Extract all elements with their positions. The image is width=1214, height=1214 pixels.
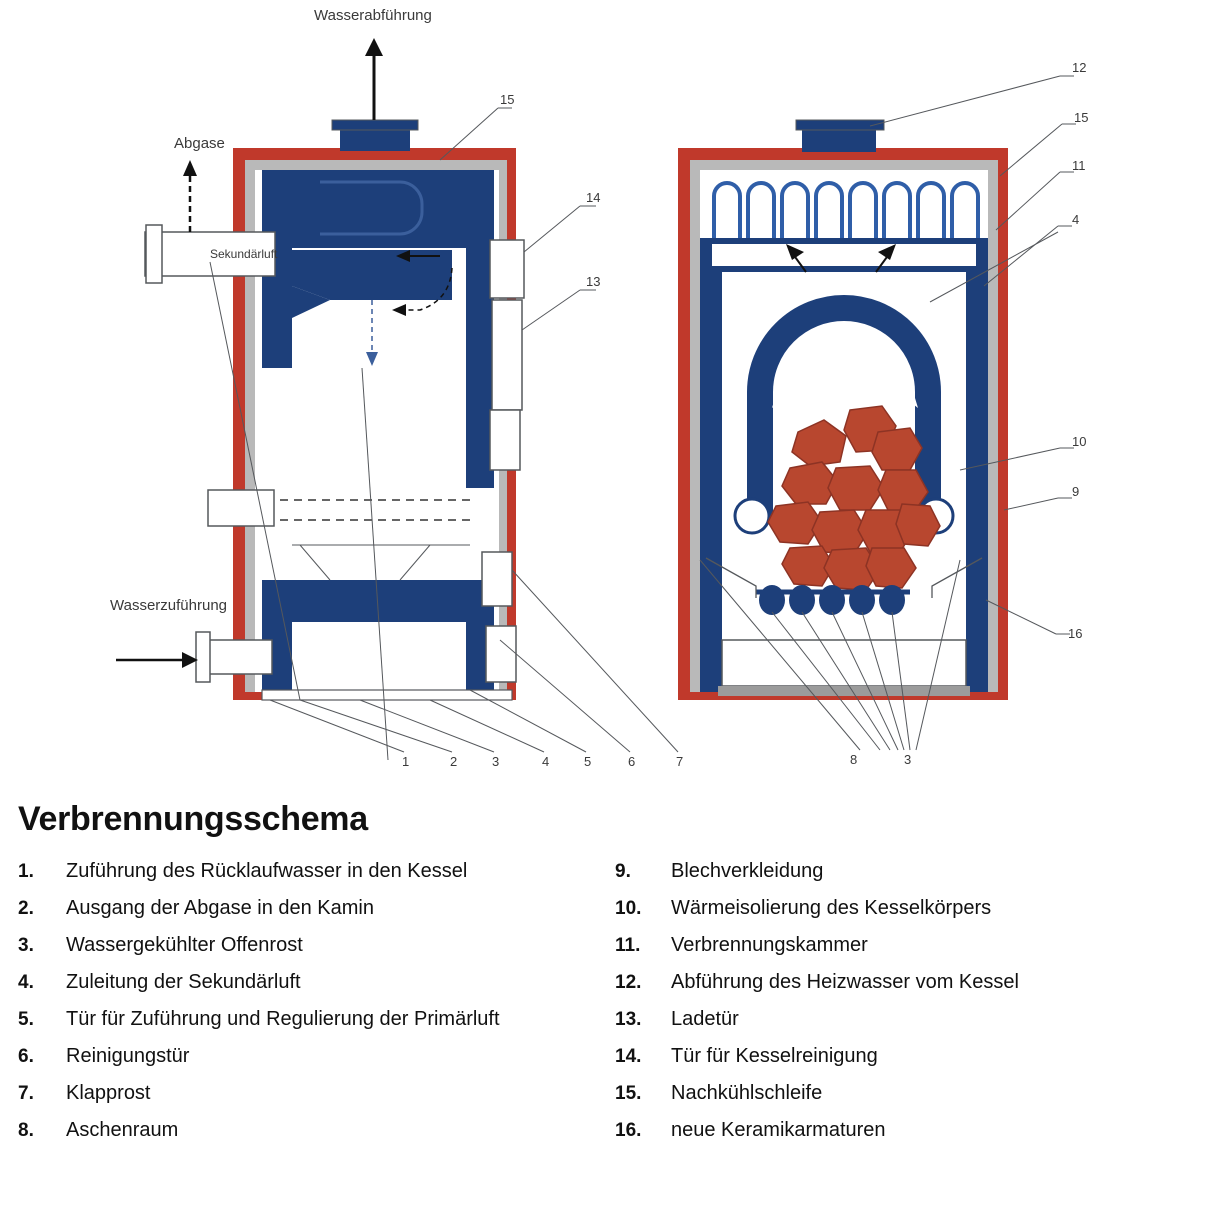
water-outlet-arrow-head [365, 38, 383, 56]
callout-right-8: 8 [850, 752, 858, 767]
callout-right-15: 15 [1074, 110, 1089, 125]
flue-gas-arrow-head [183, 160, 197, 176]
callout-left-13: 13 [586, 274, 601, 289]
legend-label: Tür für Zuführung und Regulierung der Primärluft [66, 1008, 500, 1030]
top-flue-stub-right [802, 128, 876, 152]
legend-item [18, 1118, 607, 1142]
legend-item [18, 970, 607, 994]
legend-column-left [0, 859, 607, 1155]
legend-label: neue Keramikarmaturen [671, 1119, 886, 1141]
legend [0, 800, 1214, 1155]
legend-item [18, 1044, 607, 1068]
legend-label: Reinigungstür [66, 1045, 190, 1067]
legend-label: Klapprost [66, 1082, 151, 1104]
left-side-view [110, 7, 683, 769]
water-inlet-label: Wasserzuführung [110, 597, 227, 614]
legend-number: 5. [18, 1009, 34, 1030]
legend-item [615, 1081, 1214, 1105]
legend-item [18, 1081, 607, 1105]
deflector-wedge [292, 250, 452, 300]
loading-door-13 [492, 300, 522, 410]
secondary-air-annotation: Sekundärluft [210, 247, 278, 261]
callout-right-16: 16 [1068, 626, 1083, 641]
legend-title: Verbrennungsschema [18, 800, 368, 838]
arch-roller-left [735, 499, 769, 533]
legend-number: 9. [615, 861, 631, 882]
legend-number: 2. [18, 898, 34, 919]
callout-left-7: 7 [676, 754, 684, 769]
legend-label: Aschenraum [66, 1119, 179, 1141]
legend-label: Nachkühlschleife [671, 1082, 823, 1104]
legend-number: 11. [615, 935, 641, 956]
legend-item [615, 896, 1214, 920]
right-door-lower [482, 552, 512, 606]
legend-number: 3. [18, 935, 34, 956]
callout-left-2: 2 [450, 754, 458, 769]
legend-label: Verbrennungskammer [671, 934, 868, 956]
legend-label: Abführung des Heizwasser vom Kessel [671, 971, 1019, 993]
legend-item [615, 1044, 1214, 1068]
legend-label: Wärmeisolierung des Kesselkörpers [671, 897, 992, 919]
callout-right-10: 10 [1072, 434, 1087, 449]
callout-left-4: 4 [542, 754, 550, 769]
ash-door [486, 626, 516, 682]
left-mid-door [208, 490, 274, 526]
legend-item [18, 933, 607, 957]
header-band-inner [712, 244, 976, 266]
callout-left-1: 1 [402, 754, 410, 769]
legend-label: Ladetür [671, 1008, 739, 1030]
legend-number: 16. [615, 1120, 642, 1141]
flue-gas-flange [146, 225, 162, 283]
legend-item [615, 933, 1214, 957]
callout-left-6: 6 [628, 754, 636, 769]
legend-label: Zuführung des Rücklaufwasser in den Kessel [66, 860, 468, 882]
legend-number: 12. [615, 972, 642, 993]
flue-gas-label: Abgase [174, 135, 225, 152]
callout-right-3: 3 [904, 752, 912, 767]
ash-chamber [722, 640, 966, 686]
legend-item [615, 1007, 1214, 1031]
legend-label: Blechverkleidung [671, 860, 824, 882]
legend-number: 6. [18, 1046, 34, 1067]
legend-label: Tür für Kesselreinigung [671, 1045, 878, 1067]
legend-number: 4. [18, 972, 34, 993]
legend-number: 13. [615, 1009, 642, 1030]
legend-label: Ausgang der Abgase in den Kamin [66, 897, 374, 919]
legend-column-right [607, 859, 1214, 1155]
callout-left-3: 3 [492, 754, 500, 769]
legend-item [615, 1118, 1214, 1142]
legend-item [18, 896, 607, 920]
wall-right-right-view [966, 272, 988, 692]
wall-left-right-view [700, 272, 722, 692]
legend-item [615, 970, 1214, 994]
legend-number: 10. [615, 898, 642, 919]
callout-right-4: 4 [1072, 212, 1080, 227]
callout-left-14: 14 [586, 190, 601, 205]
legend-item [18, 859, 607, 883]
legend-label: Zuleitung der Sekundärluft [66, 971, 301, 993]
callout-right-12: 12 [1072, 60, 1087, 75]
legend-number: 7. [18, 1083, 34, 1104]
cleaning-door-14 [490, 240, 524, 298]
top-flue-stub [340, 127, 410, 151]
legend-item [615, 859, 1214, 883]
legend-number: 8. [18, 1120, 34, 1141]
legend-number: 15. [615, 1083, 642, 1104]
water-inlet-duct [200, 640, 272, 674]
water-outlet-label: Wasserabführung [314, 7, 432, 24]
callout-right-11: 11 [1072, 158, 1086, 173]
callout-left-15: 15 [500, 92, 515, 107]
water-inlet-flange [196, 632, 210, 682]
callout-left-5: 5 [584, 754, 592, 769]
legend-number: 14. [615, 1046, 642, 1067]
legend-number: 1. [18, 861, 34, 882]
right-front-view [678, 60, 1088, 767]
right-door-mid [490, 410, 520, 470]
top-flange [332, 120, 418, 130]
legend-label: Wassergekühlter Offenrost [66, 934, 303, 956]
top-flange-right [796, 120, 884, 130]
legend-item [18, 1007, 607, 1031]
ash-chamber-base [718, 686, 970, 696]
callout-right-9: 9 [1072, 484, 1080, 499]
